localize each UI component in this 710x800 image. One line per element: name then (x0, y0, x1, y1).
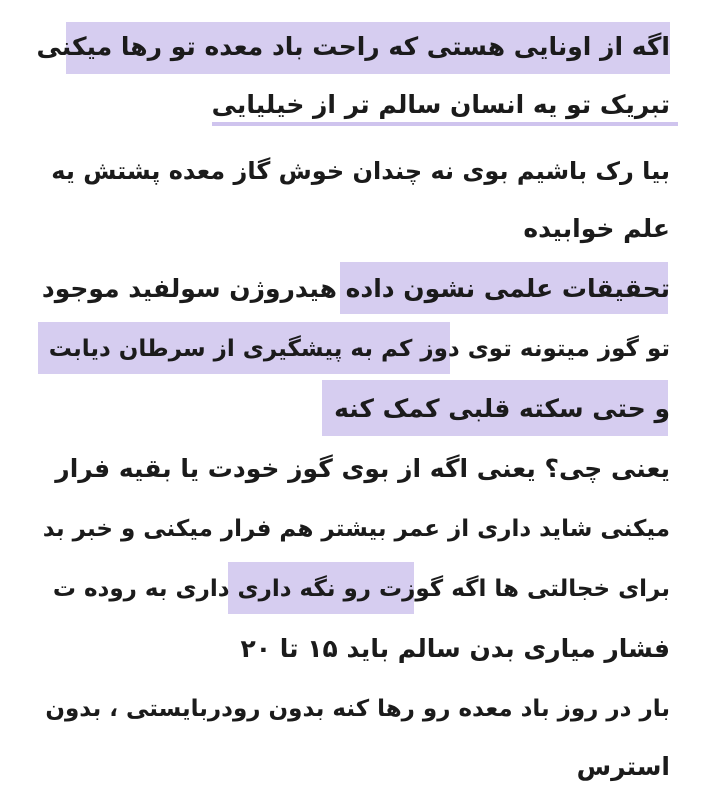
text-line: بار در روز باد معده رو رها کنه بدون رودربایستی ، بدون (45, 696, 670, 722)
text-line: علم خوابیده (523, 214, 670, 243)
text-line: تو گوز میتونه توی دوز کم به پیشگیری از سرطان دیابت (48, 336, 670, 362)
text-line: تبریک تو یه انسان سالم تر از خیلیایی (211, 90, 670, 119)
text-line: و حتی سکته قلبی کمک کنه (334, 394, 670, 423)
text-line: تحقیقات علمی نشون داده هیدروژن سولفید موجود (41, 274, 670, 303)
text-line: یعنی چی؟ یعنی اگه از بوی گوز خودت یا بقیه فرار (55, 454, 670, 483)
text-line: برای خجالتی ها اگه گوزت رو نگه داری داری به روده ت (52, 576, 670, 602)
text-line: استرس (576, 752, 670, 781)
text-line: میکنی شاید داری از عمر بیشتر هم فرار میکنی و خبر بد (42, 516, 670, 542)
text-line: اگه از اونایی هستی که راحت باد معده تو رها میکنی (36, 32, 670, 61)
text-line: فشار میاری بدن سالم باید ۱۵ تا ۲۰ (240, 634, 670, 663)
text-line: بیا رک باشیم بوی نه چندان خوش گاز معده پشتش یه (51, 157, 670, 185)
